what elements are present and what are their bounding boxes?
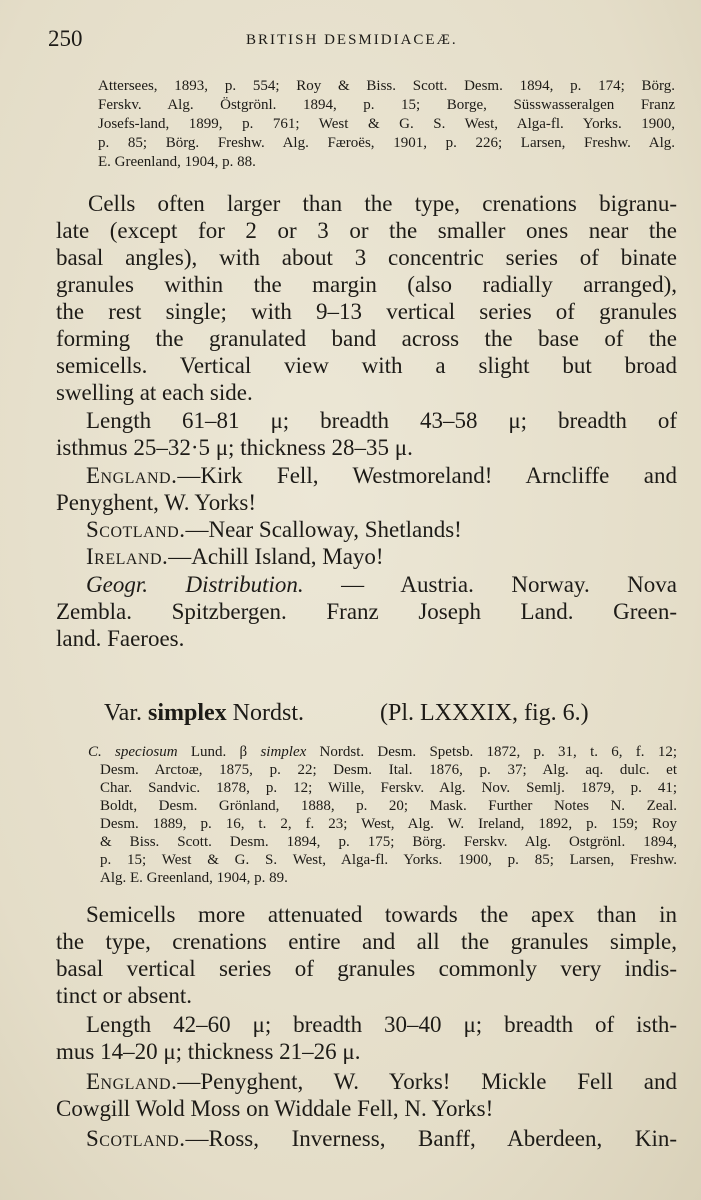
reference-line: Josefs-land, 1899, p. 761; West & G. S. West, Alga-fl. Yorks. 1900, <box>98 116 675 132</box>
page-number: 250 <box>48 26 83 51</box>
variety-prefix: Var. <box>104 700 148 726</box>
reference-line: Boldt, Desm. Grönland, 1888, p. 20; Mask. Further Notes N. Zeal. <box>100 798 677 814</box>
body-line: semicells. Vertical view with a slight but broad <box>56 353 677 378</box>
reference-variety: simplex <box>260 744 307 760</box>
distribution-ireland <box>86 543 384 570</box>
running-title: BRITISH DESMIDIACEÆ. <box>246 32 458 48</box>
distribution-england-cont: Cowgill Wold Moss on Widdale Fell, N. Yorks! <box>56 1096 494 1121</box>
variety-name: simplex <box>148 700 227 726</box>
body-line: the rest single; with 9–13 vertical series of granules <box>56 299 677 324</box>
body-line: Semicells more attenuated towards the apex than in <box>86 902 677 927</box>
reference-line: Ferskv. Alg. Östgrönl. 1894, p. 15; Borge, Süsswasseralgen Franz <box>98 97 675 113</box>
geographic-distribution-cont: Zembla. Spitzbergen. Franz Joseph Land. Green- <box>56 599 677 624</box>
body-line: late (except for 2 or 3 or the smaller ones near the <box>56 218 677 243</box>
geographic-distribution-cont: land. Faeroes. <box>56 626 185 651</box>
variety-heading <box>104 700 304 727</box>
body-line: forming the granulated band across the base of the <box>56 326 677 351</box>
reference-line: Attersees, 1893, p. 554; Roy & Biss. Scott. Desm. 1894, p. 174; Börg. <box>98 78 675 94</box>
distribution-scotland <box>86 1125 677 1152</box>
body-line: basal angles), with about 3 concentric series of binate <box>56 245 677 270</box>
reference-text: Lund. β <box>177 744 261 760</box>
reference-species: C. speciosum <box>88 744 178 760</box>
dimensions-line: Length 61–81 μ; breadth 43–58 μ; breadth of <box>86 408 677 433</box>
reference-line: Char. Sandvic. 1878, p. 12; Wille, Ferskv. Alg. Nov. Semlj. 1879, p. 41; <box>100 780 677 796</box>
region-label: England. <box>86 1069 178 1094</box>
body-line: basal vertical series of granules commonly very indis- <box>56 956 677 981</box>
geographic-distribution <box>86 571 677 598</box>
region-text: —Kirk Fell, Westmoreland! Arncliffe and <box>177 463 677 488</box>
variety-plate: (Pl. LXXXIX, fig. 6.) <box>380 700 589 726</box>
region-text: —Penyghent, W. Yorks! Mickle Fell and <box>177 1069 677 1094</box>
body-line: swelling at each side. <box>56 380 253 405</box>
reference-line <box>88 744 677 761</box>
body-line: granules within the margin (also radially arranged), <box>56 272 677 297</box>
distribution-england <box>86 1068 677 1095</box>
region-label: Scotland. <box>86 517 186 542</box>
reference-line: & Biss. Scott. Desm. 1894, p. 175; Börg. Ferskv. Alg. Ostgrönl. 1894, <box>100 834 677 850</box>
reference-text: Nordst. Desm. Spetsb. 1872, p. 31, t. 6, f. 12; <box>306 744 678 760</box>
body-line: tinct or absent. <box>56 983 193 1008</box>
geogr-label: Geogr. Distribution. <box>86 572 304 597</box>
reference-line: Desm. Arctoæ, 1875, p. 22; Desm. Ital. 1876, p. 37; Alg. aq. dulc. et <box>100 762 677 778</box>
reference-line: Desm. 1889, p. 16, t. 2, f. 23; West, Alg. W. Ireland, 1892, p. 159; Roy <box>100 816 677 832</box>
region-text: —Ross, Inverness, Banff, Aberdeen, Kin- <box>185 1126 677 1151</box>
dimensions-line: mus 14–20 μ; thickness 21–26 μ. <box>56 1039 361 1064</box>
geogr-text: — Austria. Norway. Nova <box>303 572 678 597</box>
distribution-scotland <box>86 516 462 543</box>
region-text: —Near Scalloway, Shetlands! <box>185 517 462 542</box>
region-label: England. <box>86 463 178 488</box>
body-line: Cells often larger than the type, crenations bigranu- <box>88 191 677 216</box>
dimensions-line: isthmus 25–32·5 μ; thickness 28–35 μ. <box>56 435 413 460</box>
region-label: Ireland. <box>86 544 169 569</box>
region-label: Scotland. <box>86 1126 186 1151</box>
distribution-england-cont: Penyghent, W. Yorks! <box>56 490 257 515</box>
body-line: the type, crenations entire and all the granules simple, <box>56 929 677 954</box>
reference-line: p. 15; West & G. S. West, Alga-fl. Yorks. 1900, p. 85; Larsen, Freshw. <box>100 852 677 868</box>
distribution-england <box>86 462 677 489</box>
reference-line: p. 85; Börg. Freshw. Alg. Færoës, 1901, p. 226; Larsen, Freshw. Alg. <box>98 135 675 151</box>
reference-line: E. Greenland, 1904, p. 88. <box>98 154 256 170</box>
reference-line: Alg. E. Greenland, 1904, p. 89. <box>100 870 288 886</box>
variety-author: Nordst. <box>226 700 305 726</box>
region-text: —Achill Island, Mayo! <box>168 544 384 569</box>
dimensions-line: Length 42–60 μ; breadth 30–40 μ; breadth of isth- <box>86 1012 677 1037</box>
